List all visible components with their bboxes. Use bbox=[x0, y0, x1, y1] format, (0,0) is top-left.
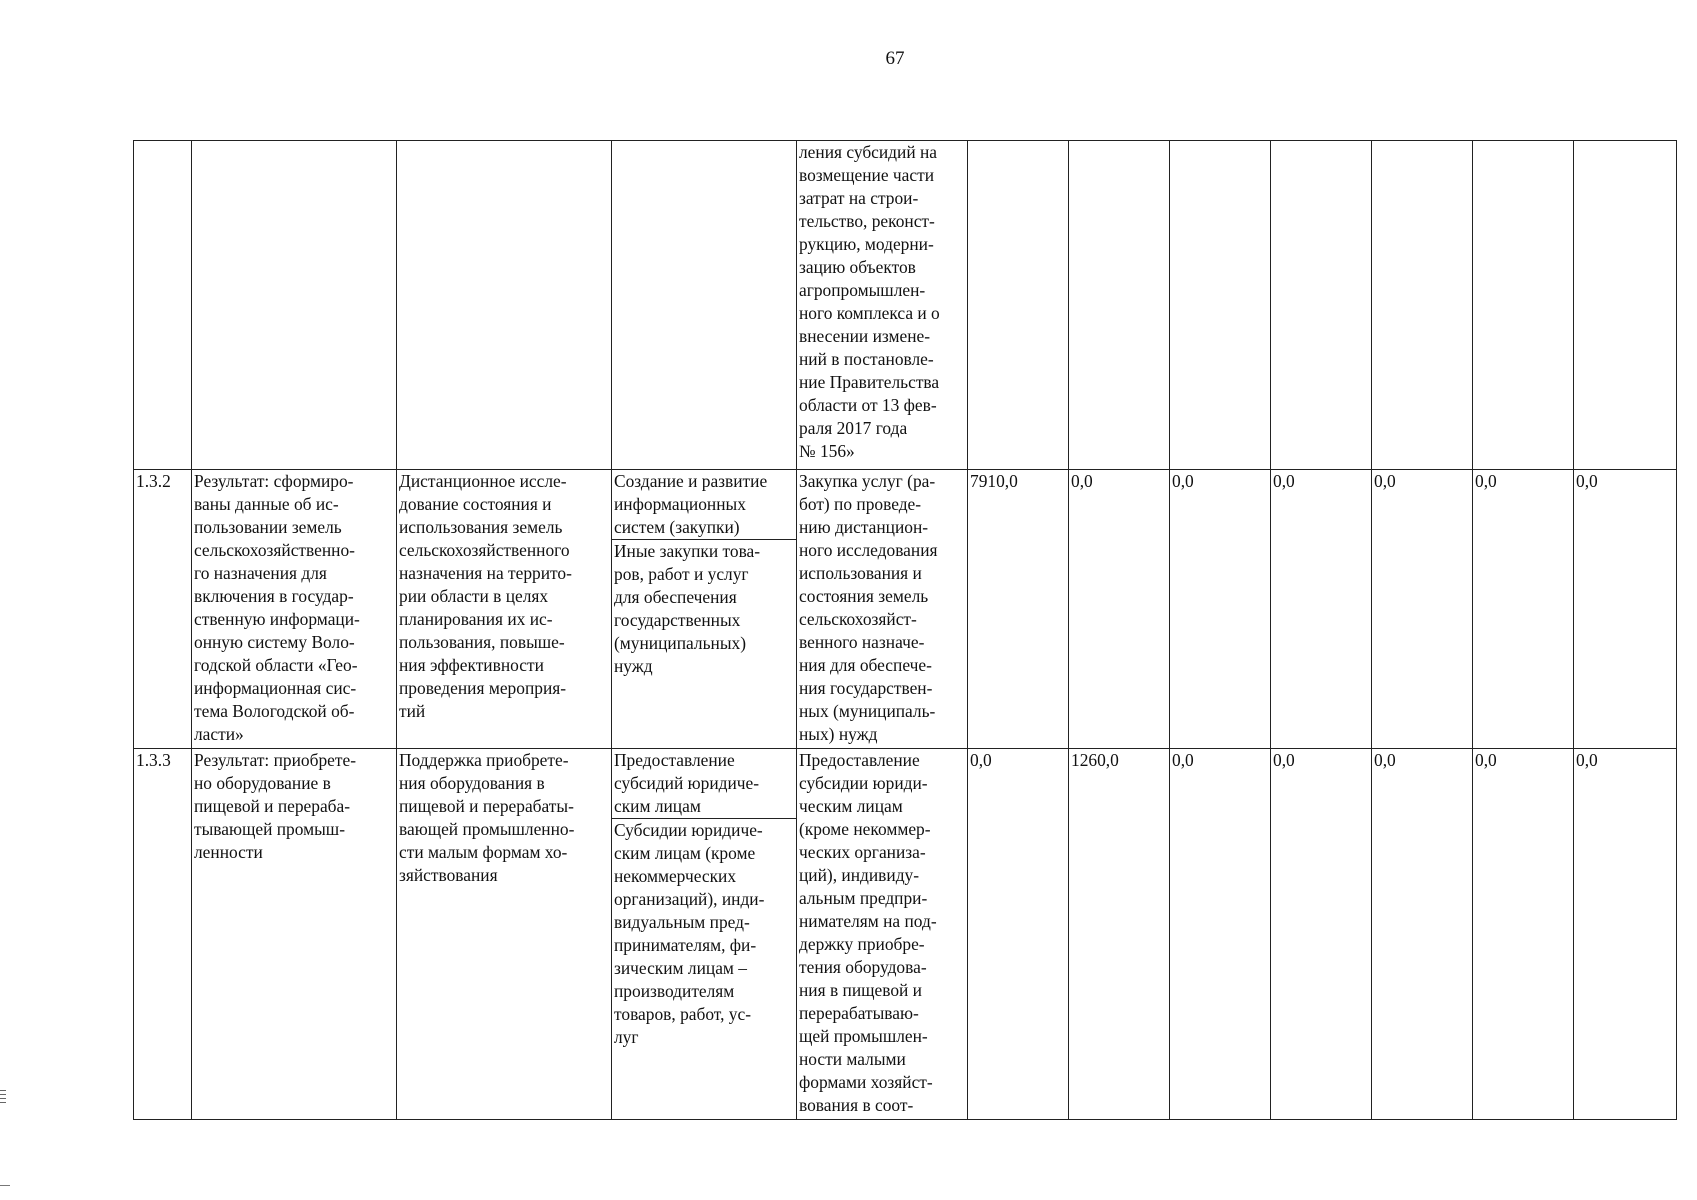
description-cell: ления субсидий на возмещение части затрат на строи- тельство, реконст- рукцию, модерни- зацию объектов агропромышлен- ного комплекса и о внесении измене- ний в постановле- ние Правительства области от 13 фев- раля 2017 года № 156» bbox=[797, 141, 968, 470]
description-cell: Предоставление субсидии юриди- ческим лицам (кроме некоммер- ческих организа- ций), индивиду- альным предпри- нимателям на под- держку приобре- тения оборудова- ния в пищевой и перерабатываю- щей промышлен- ности малыми формами хозяйст- вования в соот- bbox=[797, 749, 968, 1120]
value-cell: 0,0 bbox=[968, 749, 1069, 1120]
result-cell bbox=[192, 141, 397, 470]
expense-type: Субсидии юридиче- ским лицам (кроме некоммерческих организаций), инди- видуальным пред- принимателям, фи- зическим лицам – производителям товаров, работ, ус- луг bbox=[614, 820, 765, 1047]
value-cell bbox=[968, 141, 1069, 470]
expense-type: Иные закупки това- ров, работ и услуг для обеспечения государственных (муниципальных) нужд bbox=[614, 541, 761, 676]
row-number-cell bbox=[134, 141, 192, 470]
measure-cell bbox=[397, 141, 612, 470]
value-cell: 0,0 bbox=[1372, 470, 1473, 749]
value-cell bbox=[1574, 141, 1677, 470]
description-cell: Закупка услуг (ра- бот) по проведе- нию дистанцион- ного исследования использования и состояния земель сельскохозяйст- венного назначе- ния для обеспече- ния государствен- ных (муниципаль- ных) нужд bbox=[797, 470, 968, 749]
value-cell bbox=[1271, 141, 1372, 470]
scan-edge-marks bbox=[0, 1090, 8, 1120]
measure-cell: Поддержка приобрете- ния оборудования в пищевой и перерабаты- вающей промышленно- сти малым формам хо- зяйствования bbox=[397, 749, 612, 1120]
value-cell: 7910,0 bbox=[968, 470, 1069, 749]
value-cell: 0,0 bbox=[1574, 749, 1677, 1120]
value-cell: 0,0 bbox=[1372, 749, 1473, 1120]
funding-direction-cell bbox=[612, 470, 797, 749]
page-number: 67 bbox=[885, 48, 905, 69]
value-cell: 0,0 bbox=[1271, 749, 1372, 1120]
program-activities-table bbox=[133, 140, 1677, 1120]
table-row bbox=[134, 470, 1677, 749]
table-row bbox=[134, 141, 1677, 470]
value-cell: 0,0 bbox=[1170, 470, 1271, 749]
funding-direction-main: Создание и развитие информационных систем (закупки) bbox=[612, 470, 796, 540]
value-cell: 1260,0 bbox=[1069, 749, 1170, 1120]
value-cell bbox=[1170, 141, 1271, 470]
value-cell: 0,0 bbox=[1574, 470, 1677, 749]
row-number-cell: 1.3.3 bbox=[134, 749, 192, 1120]
value-cell: 0,0 bbox=[1069, 470, 1170, 749]
funding-direction-main: Предоставление субсидий юридиче- ским лицам bbox=[612, 749, 796, 819]
value-cell: 0,0 bbox=[1271, 470, 1372, 749]
value-cell: 0,0 bbox=[1170, 749, 1271, 1120]
scan-edge-tick bbox=[0, 1185, 10, 1186]
measure-cell: Дистанционное иссле- дование состояния и использования земель сельскохозяйственного назначения на террито- рии области в целях планирования их ис- пользования, повыше- ния эффективности проведения мероприя- тий bbox=[397, 470, 612, 749]
value-cell bbox=[1069, 141, 1170, 470]
value-cell: 0,0 bbox=[1473, 470, 1574, 749]
table-row bbox=[134, 749, 1677, 1120]
value-cell: 0,0 bbox=[1473, 749, 1574, 1120]
value-cell bbox=[1372, 141, 1473, 470]
funding-direction-cell bbox=[612, 141, 797, 470]
funding-direction-cell bbox=[612, 749, 797, 1120]
result-cell: Результат: сформиро- ваны данные об ис- пользовании земель сельскохозяйственно- го назначения для включения в государ- ственную информаци- онную систему Воло- годской области «Гео- информационная сис- тема Вологодской об- ласти» bbox=[192, 470, 397, 749]
row-number-cell: 1.3.2 bbox=[134, 470, 192, 749]
value-cell bbox=[1473, 141, 1574, 470]
result-cell: Результат: приобрете- но оборудование в пищевой и перераба- тывающей промыш- ленности bbox=[192, 749, 397, 1120]
